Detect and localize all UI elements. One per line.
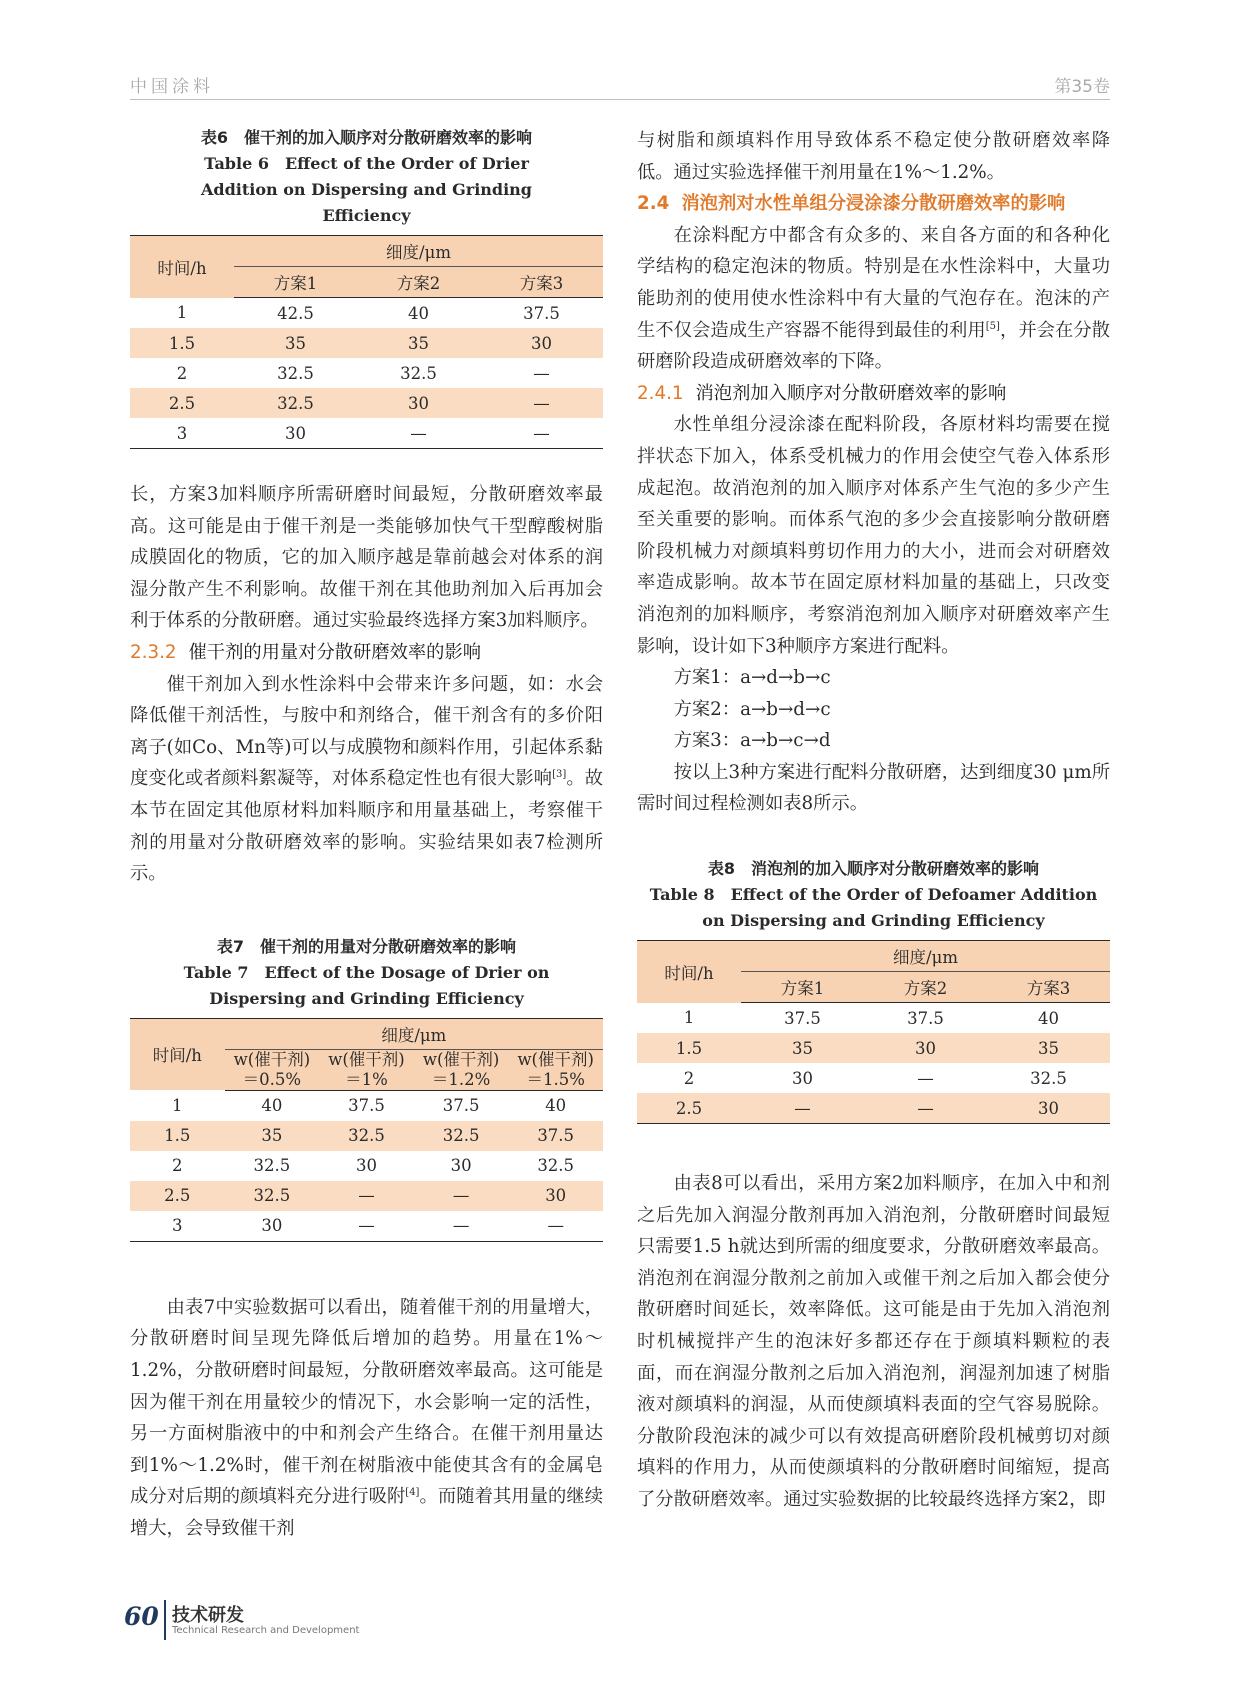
scheme-line: 方案2：a→b→d→c xyxy=(673,698,831,720)
table7-col xyxy=(225,1049,320,1090)
table-cell: 32.5 xyxy=(234,388,357,418)
paragraph-text: 。而随着其用量的继续增大，会导致催干剂 xyxy=(130,1486,603,1539)
table-row xyxy=(130,298,603,329)
table-cell: 30 xyxy=(355,1156,377,1176)
col-label: w(催干剂) xyxy=(422,1049,500,1069)
section-heading-2-3-2 xyxy=(130,637,603,669)
section-label-zh: 技术研发 xyxy=(172,1605,244,1626)
paragraph xyxy=(637,220,1110,378)
table-cell: — xyxy=(452,1216,470,1236)
table-row xyxy=(130,358,603,388)
table6-caption-en: Table 6 Effect of the Order of Drier Addition on Dispersing and Grinding Efficiency xyxy=(201,154,532,225)
table-cell: 2.5 xyxy=(637,1093,741,1124)
table-cell: 40 xyxy=(1038,1008,1059,1028)
table-cell: 30 xyxy=(987,1093,1110,1124)
table-cell: 2 xyxy=(176,363,188,383)
table-cell: 2.5 xyxy=(130,1181,225,1211)
col-label: ＝1.2% xyxy=(431,1069,491,1089)
table-cell: 2 xyxy=(172,1156,183,1176)
table-cell: 30 xyxy=(792,1068,814,1088)
paragraph-text: ，并会在分散研磨阶段造成研磨效率的下降。 xyxy=(637,319,1111,373)
table-cell: 32.5 xyxy=(414,1121,509,1151)
table-cell: 1 xyxy=(176,303,188,323)
right-column xyxy=(637,125,1110,1516)
scheme-line: 方案1：a→d→b→c xyxy=(673,667,831,689)
paragraph xyxy=(130,1292,603,1545)
table6-col: 方案2 xyxy=(357,267,480,298)
table6-fineness-header: 细度/μm xyxy=(234,236,603,267)
paragraph-text: 。故本节在固定其他原材料加料顺序和用量基础上，考察催干剂的用量对分散研磨效率的影响。实验结果如表7检测所示。 xyxy=(130,768,604,885)
paragraph-text: 由表7中实验数据可以看出，随着催干剂的用量增大，分散研磨时间呈现先降低后增加的趋势。用量在1%～1.2%，分散研磨时间最短，分散研磨效率最高。这可能是因为催干剂在用量较少的情况下，水会影响一定的活性，另一方面树脂液中的中和剂会产生络合。在催干剂用量达到1%～1.2%时，催干剂在树脂液中能使其含有的金属皂成分对后期的颜填料充分进行吸附 xyxy=(130,1296,603,1508)
table-cell: 1 xyxy=(683,1008,695,1028)
table-cell: 42.5 xyxy=(277,303,314,323)
table-cell: 3 xyxy=(172,1216,183,1236)
journal-name: 中国涂料 xyxy=(130,77,214,97)
section-number: 2.3.2 xyxy=(130,641,177,663)
citation: [3] xyxy=(552,769,567,781)
paragraph-text: 催干剂加入到水性涂料中会带来许多问题，如：水会降低催干剂活性，与胺中和剂络合，催干剂含有的多价阳离子(如Co、Mn等)可以与成膜物和颜料作用，引起体系黏度变化或者颜料絮凝等，对体系稳定性也有很大影响 xyxy=(130,673,603,790)
footer-divider xyxy=(164,1600,166,1640)
table-cell: 37.5 xyxy=(508,1121,603,1151)
table-cell: — xyxy=(414,1181,509,1211)
table-row xyxy=(130,388,603,418)
table-cell: — xyxy=(864,1093,987,1124)
paragraph: 长，方案3加料顺序所需研磨时间最短，分散研磨效率最高。这可能是由于催干剂是一类能够加快气干型醇酸树脂成膜固化的物质，它的加入顺序越是靠前越会对体系的润湿分散产生不利影响。故催干剂在其他助剂加入后再加会利于体系的分散研磨。通过实验最终选择方案3加料顺序。 xyxy=(130,484,603,632)
table6-time-header: 时间/h xyxy=(130,236,234,298)
table8-caption-en: Table 8 Effect of the Order of Defoamer Addition on Dispersing and Grinding Efficiency xyxy=(649,885,1098,931)
table-cell: 37.5 xyxy=(784,1008,821,1028)
table-cell: 37.5 xyxy=(442,1096,480,1116)
table-cell: 30 xyxy=(357,388,480,418)
table-row xyxy=(130,418,603,449)
table-cell: — xyxy=(533,423,550,443)
paragraph xyxy=(130,669,603,890)
paragraph-text: 在涂料配方中都含有众多的、来自各方面的和各种化学结构的稳定泡沫的物质。特别是在水性涂料中，大量功能助剂的使用使水性涂料中有大量的气泡存在。泡沫的产生不仅会造成生产容器不能得到最佳的利用 xyxy=(637,224,1110,341)
paragraph: 由表8可以看出，采用方案2加料顺序，在加入中和剂之后先加入润湿分散剂再加入消泡剂，分散研磨时间最短只需要1.5 h就达到所需的细度要求，分散研磨效率最高。消泡剂在润湿分散剂之前加入或催干剂之后加入都会使分散研磨时间延长，效率降低。这可能是由于先加入消泡剂时机械搅拌产生的泡沫好多都还存在于颜填料颗粒的表面，而在润湿分散剂之后加入消泡剂，润湿剂加速了树脂液对颜填料的润湿，从而使颜填料表面的空气容易脱除。分散阶段泡沫的减少可以有效提高研磨阶段机械剪切对颜填料的作用力，从而使颜填料的分散研磨时间缩短，提高了分散研磨效率。通过实验数据的比较最终选择方案2，即 xyxy=(637,1173,1110,1510)
table-row xyxy=(130,328,603,358)
table-cell: 32.5 xyxy=(537,1156,575,1176)
table-cell: 32.5 xyxy=(225,1181,320,1211)
col-label: ＝0.5% xyxy=(242,1069,302,1089)
table-cell: 40 xyxy=(408,303,430,323)
table-cell: 40 xyxy=(261,1096,283,1116)
table7-caption-en: Table 7 Effect of the Dosage of Drier on Dispersing and Grinding Efficiency xyxy=(183,962,550,1008)
table-row xyxy=(637,1093,1110,1124)
section-number: 2.4.1 xyxy=(637,382,684,404)
table-row xyxy=(637,1033,1110,1063)
paragraph: 与树脂和颜填料作用导致体系不稳定使分散研磨效率降低。通过实验选择催干剂用量在1%～1.2%。 xyxy=(637,130,1110,183)
page-number: 60 xyxy=(124,1602,159,1631)
volume-label: 第35卷 xyxy=(1054,77,1110,97)
table6 xyxy=(130,235,603,449)
table8-col: 方案1 xyxy=(741,972,864,1003)
table-cell: — xyxy=(917,1068,934,1088)
table-row xyxy=(130,1211,603,1242)
col-label: w(催干剂) xyxy=(517,1049,594,1069)
table-cell: 37.5 xyxy=(523,303,560,323)
citation: [5] xyxy=(985,320,1000,332)
table-cell: 35 xyxy=(225,1121,320,1151)
table-cell: 30 xyxy=(261,1216,283,1236)
table8-col: 方案3 xyxy=(987,972,1110,1003)
table-row xyxy=(130,1151,603,1181)
table-row xyxy=(130,1181,603,1211)
table-cell: — xyxy=(741,1093,864,1124)
left-column xyxy=(130,125,603,1544)
table-cell: — xyxy=(547,1216,564,1236)
table7-col xyxy=(508,1049,603,1090)
table-cell: 37.5 xyxy=(348,1096,385,1116)
section-number: 2.4 xyxy=(637,193,670,215)
section-label-en: Technical Research and Development xyxy=(172,1625,360,1636)
table-row xyxy=(130,1121,603,1151)
citation: [4] xyxy=(405,1487,420,1499)
col-label: ＝1% xyxy=(345,1069,388,1089)
section-heading-2-4 xyxy=(637,188,1110,220)
table-cell: — xyxy=(480,388,603,418)
table-row xyxy=(130,1090,603,1121)
table8-col: 方案2 xyxy=(864,972,987,1003)
table7-fineness-header: 细度/μm xyxy=(225,1018,603,1049)
table-cell: 30 xyxy=(864,1033,987,1063)
table7-col xyxy=(414,1049,509,1090)
table-cell: 30 xyxy=(450,1156,472,1176)
table8-fineness-header: 细度/μm xyxy=(741,941,1110,972)
table-row xyxy=(637,1063,1110,1093)
table7 xyxy=(130,1018,603,1242)
table-cell: 32.5 xyxy=(400,363,437,383)
table-cell: — xyxy=(319,1181,414,1211)
table-cell: 35 xyxy=(987,1033,1110,1063)
table7-caption-zh: 表7 催干剂的用量对分散研磨效率的影响 xyxy=(216,936,517,956)
table-cell: 2.5 xyxy=(130,388,234,418)
table-cell: 37.5 xyxy=(907,1008,944,1028)
table-cell: 32.5 xyxy=(1030,1068,1067,1088)
table-cell: 2 xyxy=(683,1068,695,1088)
table-cell: 32.5 xyxy=(253,1156,291,1176)
scheme-line: 方案3：a→b→c→d xyxy=(673,730,831,752)
col-label: w(催干剂) xyxy=(233,1049,311,1069)
table8-time-header: 时间/h xyxy=(637,941,741,1003)
header-rule xyxy=(130,99,1110,100)
table-cell: 35 xyxy=(357,328,480,358)
table6-col: 方案1 xyxy=(234,267,357,298)
section-heading-2-4-1 xyxy=(637,378,1110,410)
table8 xyxy=(637,940,1110,1124)
table-cell: 30 xyxy=(508,1181,603,1211)
table-cell: 30 xyxy=(480,328,603,358)
col-label: w(催干剂) xyxy=(328,1049,405,1069)
table-cell: 1.5 xyxy=(637,1033,741,1063)
table-cell: 35 xyxy=(741,1033,864,1063)
table7-time-header: 时间/h xyxy=(130,1018,225,1090)
table-cell: 32.5 xyxy=(319,1121,414,1151)
table-cell: 32.5 xyxy=(277,363,314,383)
table-cell: 40 xyxy=(545,1096,567,1116)
table-cell: — xyxy=(410,423,427,443)
table6-caption-zh: 表6 催干剂的加入顺序对分散研磨效率的影响 xyxy=(200,128,533,147)
table-cell: 1.5 xyxy=(130,328,234,358)
table-cell: 3 xyxy=(176,423,188,443)
table-cell: 30 xyxy=(285,423,307,443)
paragraph: 水性单组分浸涂漆在配料阶段，各原材料均需要在搅拌状态下加入，体系受机械力的作用会使空气卷入体系形成起泡。故消泡剂的加入顺序对体系产生气泡的多少产生至关重要的影响。而体系气泡的多少会直接影响分散研磨阶段机械力对颜填料剪切作用力的大小，进而会对研磨效率造成影响。故本节在固定原材料加量的基础上，只改变消泡剂的加料顺序，考察消泡剂加入顺序对研磨效率产生影响，设计如下3种顺序方案进行配料。 xyxy=(637,414,1110,657)
table-cell: 35 xyxy=(234,328,357,358)
table-cell: 1.5 xyxy=(130,1121,225,1151)
table-cell: — xyxy=(533,363,550,383)
section-title: 消泡剂加入顺序对分散研磨效率的影响 xyxy=(695,382,1007,404)
section-title: 催干剂的用量对分散研磨效率的影响 xyxy=(188,641,482,663)
table-row xyxy=(637,1003,1110,1034)
table7-col xyxy=(319,1049,414,1090)
table-cell: 1 xyxy=(172,1095,183,1115)
table6-col: 方案3 xyxy=(480,267,603,298)
table-cell: — xyxy=(358,1216,375,1236)
col-label: ＝1.5% xyxy=(526,1069,585,1089)
table8-caption-zh: 表8 消泡剂的加入顺序对分散研磨效率的影响 xyxy=(707,859,1040,879)
paragraph: 按以上3种方案进行配料分散研磨，达到细度30 μm所需时间过程检测如表8所示。 xyxy=(637,761,1110,815)
section-title: 消泡剂对水性单组分浸涂漆分散研磨效率的影响 xyxy=(681,193,1066,215)
